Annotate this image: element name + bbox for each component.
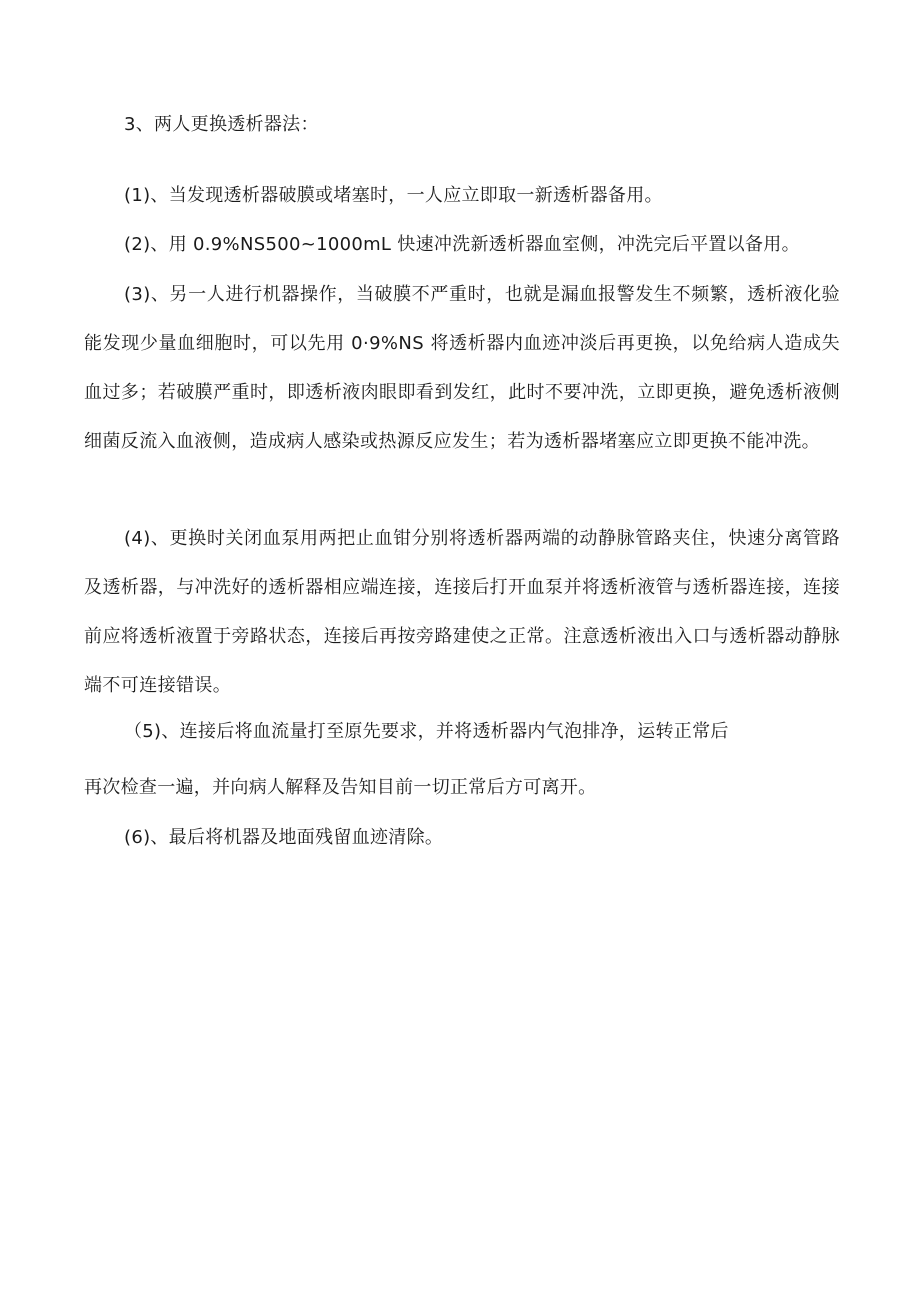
step-4: (4)、更换时关闭血泵用两把止血钳分别将透析器两端的动静脉管路夹住，快速分离管路及透析器，与冲洗好的透析器相应端连接，连接后打开血泵并将透析液管与透析器连接，连接前应将透析液置于旁路状态，连接后再按旁路建使之正常。注意透析液出入口与透析器动静脉端不可连接错误。 (84, 528, 840, 696)
step-3: (3)、另一人进行机器操作，当破膜不严重时，也就是漏血报警发生不频繁，透析液化验能发现少量血细胞时，可以先用 0·9%NS 将透析器内血迹冲淡后再更换，以免给病人造成失血过多；若破膜严重时，即透析液肉眼即看到发红，此时不要冲洗，立即更换，避免透析液侧细菌反流入血液侧，造成病人感染或热源反应发生；若为透析器堵塞应立即更换不能冲洗。 (84, 284, 840, 452)
step-5-continuation: 再次检查一遍，并向病人解释及告知目前一切正常后方可离开。 (84, 777, 597, 798)
step-2: (2)、用 0.9%NS500~1000mL 快速冲洗新透析器血室侧，冲洗完后平置以备用。 (124, 234, 800, 255)
step-1: (1)、当发现透析器破膜或堵塞时，一人应立即取一新透析器备用。 (124, 185, 663, 206)
step-5: （5)、连接后将血流量打至原先要求，并将透析器内气泡排净，运转正常后 (124, 721, 729, 742)
section-heading: 3、两人更换透析器法： (124, 114, 319, 135)
step-6: (6)、最后将机器及地面残留血迹清除。 (124, 827, 444, 848)
